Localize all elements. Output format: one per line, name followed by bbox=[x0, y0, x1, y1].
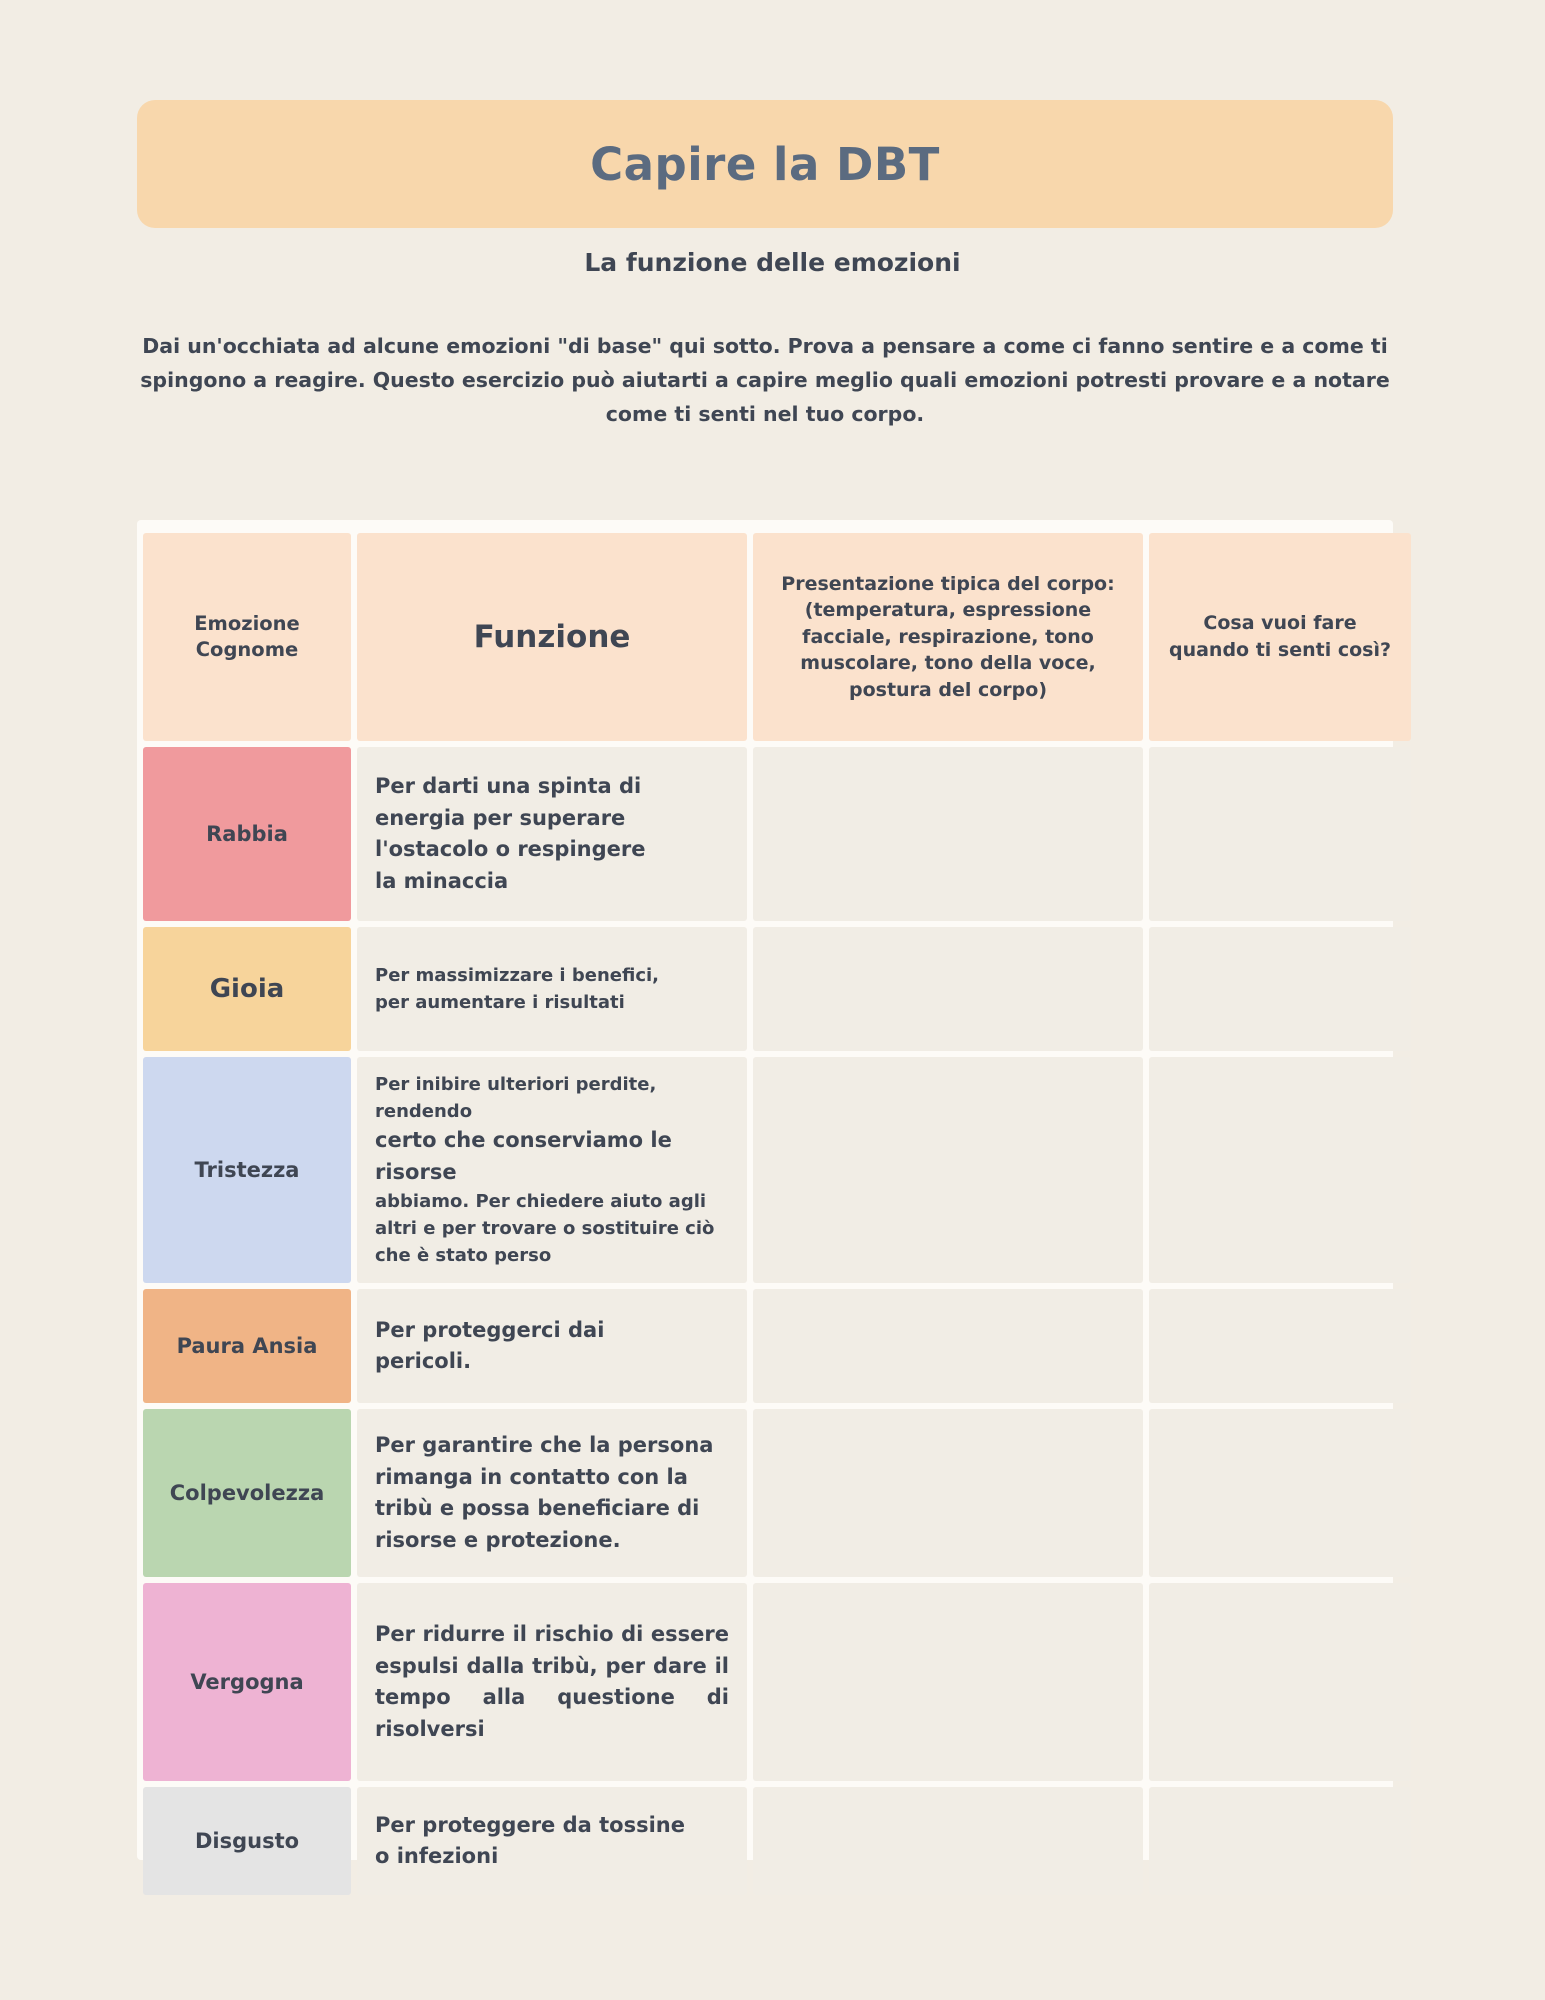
urge-answer-field-gioia[interactable] bbox=[1149, 927, 1411, 1051]
emotion-label-rabbia: Rabbia bbox=[143, 747, 351, 921]
body-answer-field-gioia[interactable] bbox=[753, 927, 1143, 1051]
function-line: Per darti una spinta di bbox=[375, 774, 642, 798]
function-cell-disgusto bbox=[357, 1787, 747, 1895]
function-line: energia per superare bbox=[375, 805, 626, 830]
table-row bbox=[143, 1057, 1411, 1283]
body-answer-field-disgusto[interactable] bbox=[753, 1787, 1143, 1895]
function-line: Per ridurre il rischio di essere espulsi dalla tribù, per dare il tempo alla questione di risolversi bbox=[375, 1622, 729, 1741]
function-line: Per massimizzare i benefici, bbox=[375, 965, 659, 986]
function-line: o infezioni bbox=[375, 1844, 499, 1868]
function-line: per aumentare i risultati bbox=[375, 992, 625, 1013]
table-row bbox=[143, 1583, 1411, 1781]
function-line: tribù e possa beneficiare di bbox=[375, 1496, 700, 1520]
function-line: la minaccia bbox=[375, 868, 509, 893]
function-line: abbiamo. Per chiedere aiuto agli altri e per trovare o sostituire ciò che è stato perso bbox=[375, 1191, 715, 1266]
body-answer-field-vergogna[interactable] bbox=[753, 1583, 1143, 1781]
function-line: Per proteggerci dai bbox=[375, 1317, 605, 1342]
function-cell-gioia bbox=[357, 927, 747, 1051]
body-answer-field-colpevolezza[interactable] bbox=[753, 1409, 1143, 1577]
intro-paragraph: Dai un'occhiata ad alcune emozioni "di base" qui sotto. Prova a pensare a come ci fanno sentire e a come ti spingono a reagire. Questo esercizio può aiutarti a capire meglio quali emozioni potresti provare e a notare come ti senti nel tuo corpo. bbox=[140, 334, 1390, 426]
urge-answer-field-vergogna[interactable] bbox=[1149, 1583, 1411, 1781]
table-row bbox=[143, 1289, 1411, 1403]
table-row bbox=[143, 747, 1411, 921]
function-cell-tristezza bbox=[357, 1057, 747, 1283]
emotion-label-tristezza: Tristezza bbox=[143, 1057, 351, 1283]
emotion-label-vergogna: Vergogna bbox=[143, 1583, 351, 1781]
function-line: rimanga in contatto con la bbox=[375, 1464, 688, 1489]
emotion-label-disgusto: Disgusto bbox=[143, 1787, 351, 1895]
emotion-label-colpevolezza: Colpevolezza bbox=[143, 1409, 351, 1577]
body-answer-field-tristezza[interactable] bbox=[753, 1057, 1143, 1283]
table-row bbox=[143, 927, 1411, 1051]
urge-answer-field-paura-ansia[interactable] bbox=[1149, 1289, 1411, 1403]
emotion-label-paura-ansia: Paura Ansia bbox=[143, 1289, 351, 1403]
table-row bbox=[143, 1409, 1411, 1577]
header-cell-body-presentation bbox=[753, 533, 1143, 741]
emotions-table bbox=[137, 527, 1417, 1901]
header-emotion-line2: Cognome bbox=[195, 638, 299, 661]
urge-answer-field-colpevolezza[interactable] bbox=[1149, 1409, 1411, 1577]
header-emotion-line1: Emozione bbox=[194, 611, 300, 635]
header-function-label: Funzione bbox=[473, 619, 631, 655]
page-title: Capire la DBT bbox=[590, 137, 940, 191]
function-line: pericoli. bbox=[375, 1349, 472, 1373]
table-row bbox=[143, 1787, 1411, 1895]
function-line: risorse e protezione. bbox=[375, 1527, 621, 1552]
function-line: Per inibire ulteriori perdite, rendendo bbox=[375, 1074, 657, 1122]
header-urge-label: Cosa vuoi fare quando ti senti così? bbox=[1168, 612, 1392, 661]
emotion-label-gioia: Gioia bbox=[143, 927, 351, 1051]
header-cell-emotion bbox=[143, 533, 351, 741]
header-body-label: Presentazione tipica del corpo: (temperatura, espressione facciale, respirazione, tono muscolare, tono della voce, postura del corpo) bbox=[781, 572, 1115, 701]
function-cell-colpevolezza bbox=[357, 1409, 747, 1577]
page-subtitle: La funzione delle emozioni bbox=[584, 248, 961, 277]
function-line: Per garantire che la persona bbox=[375, 1433, 714, 1457]
function-cell-vergogna bbox=[357, 1583, 747, 1781]
header-cell-urge bbox=[1149, 533, 1411, 741]
urge-answer-field-rabbia[interactable] bbox=[1149, 747, 1411, 921]
function-line: l'ostacolo o respingere bbox=[375, 837, 646, 861]
body-answer-field-paura-ansia[interactable] bbox=[753, 1289, 1143, 1403]
title-banner bbox=[137, 100, 1393, 228]
function-line: Per proteggere da tossine bbox=[375, 1812, 685, 1837]
urge-answer-field-disgusto[interactable] bbox=[1149, 1787, 1411, 1895]
function-cell-paura-ansia bbox=[357, 1289, 747, 1403]
function-line: certo che conserviamo le risorse bbox=[375, 1128, 672, 1184]
table-header-row bbox=[143, 533, 1411, 741]
urge-answer-field-tristezza[interactable] bbox=[1149, 1057, 1411, 1283]
header-cell-function bbox=[357, 533, 747, 741]
body-answer-field-rabbia[interactable] bbox=[753, 747, 1143, 921]
function-cell-rabbia bbox=[357, 747, 747, 921]
